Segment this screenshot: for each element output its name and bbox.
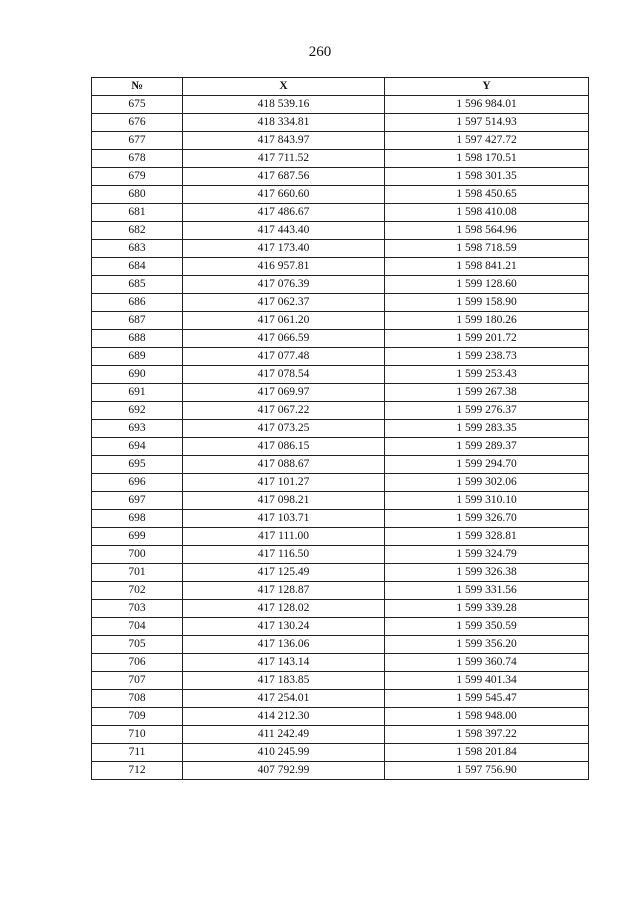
cell-number: 703 [92,600,183,618]
cell-number: 684 [92,258,183,276]
cell-x: 417 843.97 [183,132,385,150]
cell-x: 417 443.40 [183,222,385,240]
table-row [92,276,589,294]
cell-number: 675 [92,96,183,114]
cell-y: 1 598 301.35 [385,168,589,186]
cell-number: 712 [92,762,183,780]
cell-y: 1 599 545.47 [385,690,589,708]
cell-y: 1 598 397.22 [385,726,589,744]
cell-number: 700 [92,546,183,564]
cell-y: 1 599 310.10 [385,492,589,510]
cell-number: 711 [92,744,183,762]
cell-x: 417 066.59 [183,330,385,348]
table-row [92,348,589,366]
cell-number: 710 [92,726,183,744]
cell-x: 417 111.00 [183,528,385,546]
cell-y: 1 599 289.37 [385,438,589,456]
cell-y: 1 599 339.28 [385,600,589,618]
cell-y: 1 599 328.81 [385,528,589,546]
cell-y: 1 599 360.74 [385,654,589,672]
table-row [92,240,589,258]
cell-y: 1 598 841.21 [385,258,589,276]
cell-y: 1 599 158.90 [385,294,589,312]
cell-x: 417 687.56 [183,168,385,186]
cell-x: 417 183.85 [183,672,385,690]
table-row [92,114,589,132]
cell-number: 690 [92,366,183,384]
cell-y: 1 599 267.38 [385,384,589,402]
cell-x: 417 173.40 [183,240,385,258]
table-row [92,366,589,384]
cell-x: 417 069.97 [183,384,385,402]
cell-x: 417 062.37 [183,294,385,312]
cell-x: 417 101.27 [183,474,385,492]
cell-number: 706 [92,654,183,672]
cell-x: 417 711.52 [183,150,385,168]
cell-number: 676 [92,114,183,132]
table-row [92,600,589,618]
cell-x: 417 067.22 [183,402,385,420]
table-row [92,708,589,726]
cell-y: 1 599 331.56 [385,582,589,600]
cell-x: 417 061.20 [183,312,385,330]
cell-y: 1 599 326.70 [385,510,589,528]
cell-number: 697 [92,492,183,510]
cell-y: 1 598 410.08 [385,204,589,222]
table-row [92,312,589,330]
cell-y: 1 599 356.20 [385,636,589,654]
table-row [92,636,589,654]
page-number: 260 [308,44,332,60]
cell-x: 417 103.71 [183,510,385,528]
cell-number: 698 [92,510,183,528]
table-row [92,132,589,150]
cell-y: 1 599 276.37 [385,402,589,420]
cell-number: 679 [92,168,183,186]
table-row [92,204,589,222]
table-row [92,546,589,564]
cell-y: 1 599 401.34 [385,672,589,690]
table-row [92,762,589,780]
cell-y: 1 598 170.51 [385,150,589,168]
cell-x: 417 130.24 [183,618,385,636]
cell-y: 1 599 302.06 [385,474,589,492]
cell-y: 1 597 427.72 [385,132,589,150]
cell-y: 1 599 294.70 [385,456,589,474]
cell-x: 417 136.06 [183,636,385,654]
cell-number: 682 [92,222,183,240]
cell-number: 681 [92,204,183,222]
cell-x: 417 125.49 [183,564,385,582]
table-row [92,294,589,312]
cell-y: 1 599 238.73 [385,348,589,366]
cell-y: 1 599 283.35 [385,420,589,438]
cell-x: 417 078.54 [183,366,385,384]
cell-number: 708 [92,690,183,708]
cell-number: 699 [92,528,183,546]
table-row [92,330,589,348]
cell-number: 709 [92,708,183,726]
table-row [92,618,589,636]
cell-x: 418 334.81 [183,114,385,132]
table-row [92,474,589,492]
cell-number: 688 [92,330,183,348]
cell-x: 417 486.67 [183,204,385,222]
cell-x: 414 212.30 [183,708,385,726]
cell-y: 1 598 718.59 [385,240,589,258]
cell-x: 417 116.50 [183,546,385,564]
cell-x: 417 086.15 [183,438,385,456]
cell-y: 1 597 514.93 [385,114,589,132]
table-row [92,690,589,708]
table-row [92,564,589,582]
cell-y: 1 599 128.60 [385,276,589,294]
header-y: Y [385,78,589,96]
cell-number: 696 [92,474,183,492]
table-row [92,168,589,186]
cell-x: 417 128.87 [183,582,385,600]
cell-x: 417 128.02 [183,600,385,618]
table-row [92,150,589,168]
cell-y: 1 599 324.79 [385,546,589,564]
header-number: № [92,78,183,96]
cell-number: 707 [92,672,183,690]
table-row [92,384,589,402]
table-row [92,456,589,474]
cell-y: 1 596 984.01 [385,96,589,114]
cell-number: 701 [92,564,183,582]
table-row [92,402,589,420]
table-row [92,672,589,690]
table-row [92,510,589,528]
cell-x: 417 143.14 [183,654,385,672]
cell-number: 677 [92,132,183,150]
table-row [92,528,589,546]
cell-number: 691 [92,384,183,402]
table-row [92,222,589,240]
table-body [92,96,589,780]
coordinates-table [91,77,589,780]
cell-number: 695 [92,456,183,474]
cell-number: 702 [92,582,183,600]
cell-y: 1 598 948.00 [385,708,589,726]
cell-x: 417 088.67 [183,456,385,474]
cell-y: 1 599 201.72 [385,330,589,348]
cell-number: 705 [92,636,183,654]
cell-number: 693 [92,420,183,438]
table-row [92,492,589,510]
table-row [92,186,589,204]
cell-y: 1 599 326.38 [385,564,589,582]
cell-y: 1 599 180.26 [385,312,589,330]
cell-y: 1 599 350.59 [385,618,589,636]
cell-number: 687 [92,312,183,330]
cell-number: 680 [92,186,183,204]
header-x: X [183,78,385,96]
cell-x: 416 957.81 [183,258,385,276]
cell-y: 1 597 756.90 [385,762,589,780]
cell-number: 686 [92,294,183,312]
table-row [92,420,589,438]
cell-x: 411 242.49 [183,726,385,744]
cell-y: 1 598 564.96 [385,222,589,240]
cell-x: 417 077.48 [183,348,385,366]
cell-y: 1 599 253.43 [385,366,589,384]
cell-x: 418 539.16 [183,96,385,114]
cell-number: 694 [92,438,183,456]
cell-x: 417 254.01 [183,690,385,708]
cell-x: 407 792.99 [183,762,385,780]
cell-number: 678 [92,150,183,168]
table-row [92,438,589,456]
table-row [92,96,589,114]
table-header-row [92,78,589,96]
table-row [92,258,589,276]
cell-x: 417 076.39 [183,276,385,294]
cell-x: 417 073.25 [183,420,385,438]
cell-y: 1 598 450.65 [385,186,589,204]
cell-number: 683 [92,240,183,258]
cell-number: 689 [92,348,183,366]
table-row [92,654,589,672]
cell-y: 1 598 201.84 [385,744,589,762]
cell-number: 704 [92,618,183,636]
table-row [92,582,589,600]
cell-number: 692 [92,402,183,420]
cell-x: 417 660.60 [183,186,385,204]
cell-x: 417 098.21 [183,492,385,510]
table-row [92,726,589,744]
cell-number: 685 [92,276,183,294]
cell-x: 410 245.99 [183,744,385,762]
table-row [92,744,589,762]
